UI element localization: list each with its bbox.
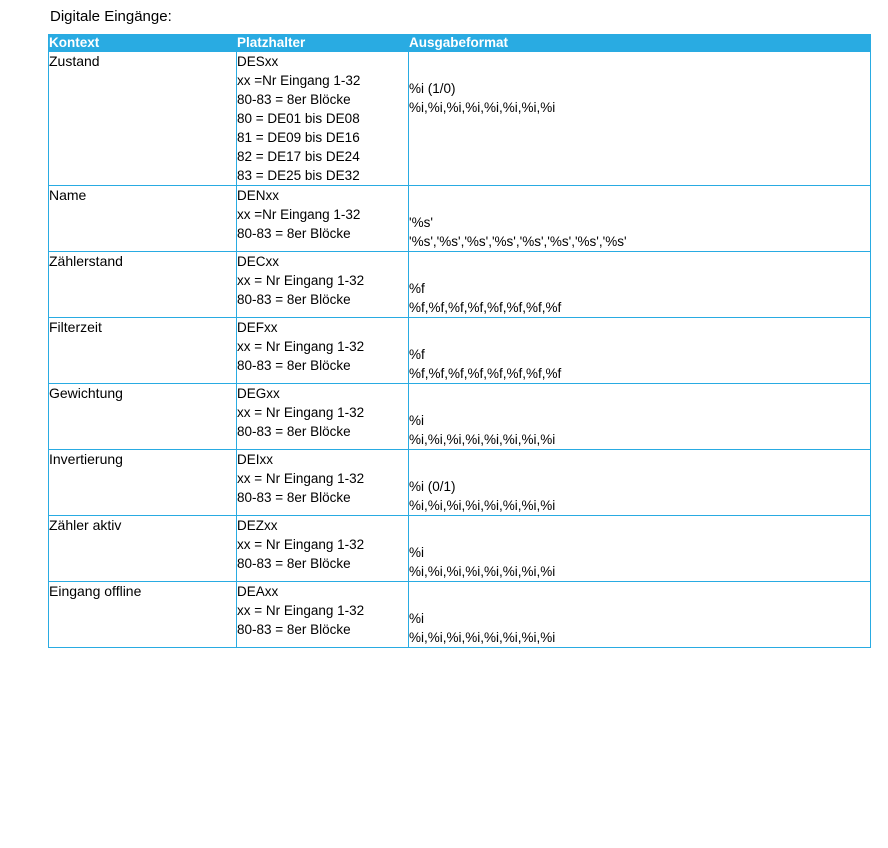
format-line: %f,%f,%f,%f,%f,%f,%f,%f — [409, 300, 562, 315]
format-line: %i,%i,%i,%i,%i,%i,%i,%i — [409, 100, 556, 115]
placeholder-line: 80-83 = 8er Blöcke — [237, 556, 351, 571]
cell-context: Zähler aktiv — [49, 516, 237, 582]
format-line: '%s','%s','%s','%s','%s','%s','%s','%s' — [409, 234, 627, 249]
cell-placeholder — [237, 450, 409, 516]
placeholder-line: xx = Nr Eingang 1-32 — [237, 537, 365, 552]
placeholder-line: 80-83 = 8er Blöcke — [237, 358, 351, 373]
table-row — [49, 516, 871, 582]
placeholder-line: xx = Nr Eingang 1-32 — [237, 273, 365, 288]
placeholder-line: DEAxx — [237, 584, 279, 599]
cell-format — [409, 52, 871, 186]
table-row — [49, 582, 871, 648]
placeholder-line: DENxx — [237, 188, 280, 203]
format-line: %i (0/1) — [409, 479, 456, 494]
table-row — [49, 450, 871, 516]
format-line: %i — [409, 545, 425, 560]
table-row — [49, 252, 871, 318]
placeholder-line: xx = Nr Eingang 1-32 — [237, 471, 365, 486]
table-header-row — [49, 35, 871, 52]
placeholder-line: DEGxx — [237, 386, 280, 401]
format-line: %f — [409, 347, 425, 362]
table-row — [49, 52, 871, 186]
placeholder-line: xx = Nr Eingang 1-32 — [237, 339, 365, 354]
column-header-kontext: Kontext — [49, 35, 237, 52]
cell-format — [409, 384, 871, 450]
format-line: %i — [409, 413, 425, 428]
cell-context: Invertierung — [49, 450, 237, 516]
cell-format — [409, 186, 871, 252]
table-row — [49, 318, 871, 384]
table-row — [49, 186, 871, 252]
column-header-ausgabeformat: Ausgabeformat — [409, 35, 871, 52]
placeholder-line: 80-83 = 8er Blöcke — [237, 226, 351, 241]
placeholder-line: 80-83 = 8er Blöcke — [237, 490, 351, 505]
cell-placeholder — [237, 318, 409, 384]
cell-context: Gewichtung — [49, 384, 237, 450]
placeholder-line: 82 = DE17 bis DE24 — [237, 149, 360, 164]
format-line: %i — [409, 611, 425, 626]
placeholder-line: 80-83 = 8er Blöcke — [237, 424, 351, 439]
cell-context: Filterzeit — [49, 318, 237, 384]
format-line: %i,%i,%i,%i,%i,%i,%i,%i — [409, 564, 556, 579]
cell-placeholder — [237, 582, 409, 648]
placeholder-line: 80-83 = 8er Blöcke — [237, 92, 351, 107]
placeholder-line: DEZxx — [237, 518, 278, 533]
placeholder-line: 80-83 = 8er Blöcke — [237, 622, 351, 637]
digital-inputs-table — [48, 34, 871, 648]
cell-placeholder — [237, 186, 409, 252]
cell-placeholder — [237, 252, 409, 318]
placeholder-line: DECxx — [237, 254, 280, 269]
cell-format — [409, 450, 871, 516]
cell-format — [409, 318, 871, 384]
format-line: %i,%i,%i,%i,%i,%i,%i,%i — [409, 498, 556, 513]
placeholder-line: xx =Nr Eingang 1-32 — [237, 73, 361, 88]
placeholder-line: 81 = DE09 bis DE16 — [237, 130, 360, 145]
format-line: %i,%i,%i,%i,%i,%i,%i,%i — [409, 630, 556, 645]
cell-format — [409, 516, 871, 582]
cell-format — [409, 252, 871, 318]
cell-placeholder — [237, 384, 409, 450]
placeholder-line: DESxx — [237, 54, 279, 69]
column-header-platzhalter: Platzhalter — [237, 35, 409, 52]
format-line: %i (1/0) — [409, 81, 456, 96]
cell-placeholder — [237, 52, 409, 186]
placeholder-line: xx = Nr Eingang 1-32 — [237, 405, 365, 420]
format-line: '%s' — [409, 215, 433, 230]
cell-context: Eingang offline — [49, 582, 237, 648]
table-row — [49, 384, 871, 450]
format-line: %f — [409, 281, 425, 296]
cell-context: Zustand — [49, 52, 237, 186]
placeholder-line: 80 = DE01 bis DE08 — [237, 111, 360, 126]
placeholder-line: 80-83 = 8er Blöcke — [237, 292, 351, 307]
table-header — [49, 35, 871, 52]
placeholder-line: xx = Nr Eingang 1-32 — [237, 603, 365, 618]
cell-context: Zählerstand — [49, 252, 237, 318]
cell-format — [409, 582, 871, 648]
format-line: %i,%i,%i,%i,%i,%i,%i,%i — [409, 432, 556, 447]
placeholder-line: DEFxx — [237, 320, 278, 335]
cell-context: Name — [49, 186, 237, 252]
placeholder-line: xx =Nr Eingang 1-32 — [237, 207, 361, 222]
table-body — [49, 52, 871, 648]
page-title: Digitale Eingänge: — [50, 8, 172, 25]
placeholder-line: DEIxx — [237, 452, 274, 467]
placeholder-line: 83 = DE25 bis DE32 — [237, 168, 360, 183]
format-line: %f,%f,%f,%f,%f,%f,%f,%f — [409, 366, 562, 381]
cell-placeholder — [237, 516, 409, 582]
